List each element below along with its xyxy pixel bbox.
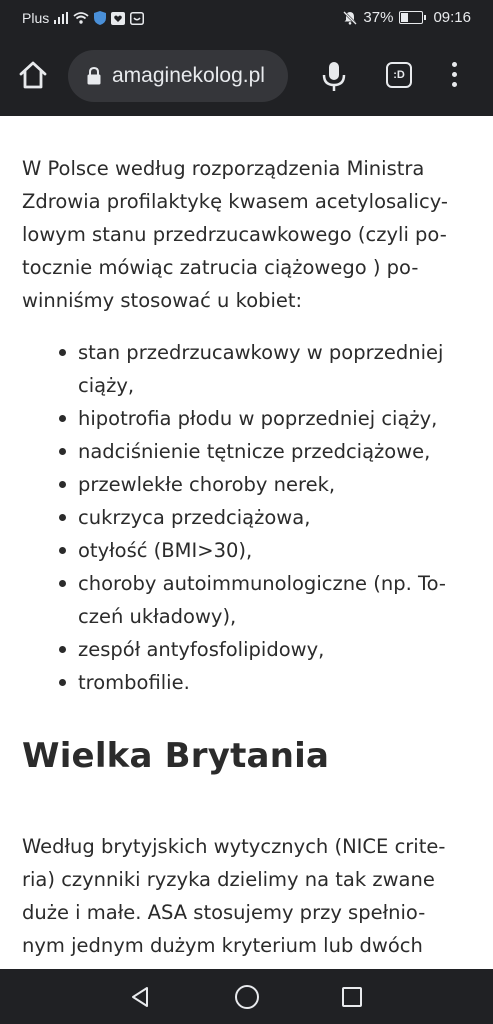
- heart-icon: [111, 12, 125, 25]
- bullet-icon: [59, 481, 66, 488]
- bullet-icon: [59, 547, 66, 554]
- home-icon[interactable]: [18, 60, 48, 90]
- carrier-label: Plus: [22, 10, 50, 26]
- signal-icon: [54, 12, 68, 24]
- section-heading: Wielka Brytania: [22, 736, 330, 776]
- clock: 09:16: [433, 9, 471, 26]
- lock-icon[interactable]: [86, 66, 102, 86]
- list-item: otyłość (BMI>30),: [0, 534, 493, 567]
- list-item: hipotrofia płodu w poprzedniej ciąży,: [0, 402, 493, 435]
- article-content: [0, 116, 493, 969]
- wifi-icon: [73, 12, 89, 24]
- shield-icon: [94, 11, 106, 25]
- risk-factor-list: [0, 336, 493, 699]
- home-nav-icon[interactable]: [235, 985, 259, 1009]
- bullet-icon: [59, 349, 66, 356]
- url-text[interactable]: amaginekolog.pl: [112, 64, 265, 87]
- list-item: zespół antyfosfolipidowy,: [0, 633, 493, 666]
- list-item: choroby autoimmunologiczne (np. To- czeń układowy),: [0, 567, 493, 633]
- intro-paragraph: W Polsce według rozporządzenia Ministra Zdrowia profilaktykę kwasem acetylosalicy- lowym stanu przedrzucawkowego (czyli po- tocznie mówiąc zatrucia ciążowego ) po- winniśmy stosować u kobiet:: [22, 157, 448, 312]
- back-icon[interactable]: [130, 986, 150, 1008]
- list-item: przewlekłe choroby nerek,: [0, 468, 493, 501]
- tab-switcher-button[interactable]: :D: [386, 62, 412, 88]
- system-nav-bar: [0, 969, 493, 1024]
- battery-icon: [399, 11, 423, 24]
- app-notification-icon: [130, 12, 144, 25]
- bullet-icon: [59, 514, 66, 521]
- recent-apps-icon[interactable]: [342, 987, 362, 1007]
- bullet-icon: [59, 580, 66, 587]
- battery-percent: 37%: [363, 9, 394, 26]
- mute-bell-icon: [343, 11, 357, 25]
- list-item: cukrzyca przedciążowa,: [0, 501, 493, 534]
- microphone-icon[interactable]: [320, 60, 348, 94]
- more-options-icon[interactable]: [448, 62, 460, 90]
- bullet-icon: [59, 448, 66, 455]
- bullet-icon: [59, 415, 66, 422]
- bullet-icon: [59, 679, 66, 686]
- uk-paragraph: Według brytyjskich wytycznych (NICE crite- ria) czynniki ryzyka dzielimy na tak zwane duże i małe. ASA stosujemy przy spełnio- nym jednym dużym kryterium lub dwóch: [22, 835, 446, 957]
- status-bar: [0, 0, 493, 38]
- browser-toolbar: [0, 38, 493, 116]
- list-item: nadciśnienie tętnicze przedciążowe,: [0, 435, 493, 468]
- bullet-icon: [59, 646, 66, 653]
- address-bar[interactable]: [68, 50, 288, 102]
- list-item: stan przedrzucawkowy w poprzedniej ciąży,: [0, 336, 493, 402]
- list-item: trombofilie.: [0, 666, 493, 699]
